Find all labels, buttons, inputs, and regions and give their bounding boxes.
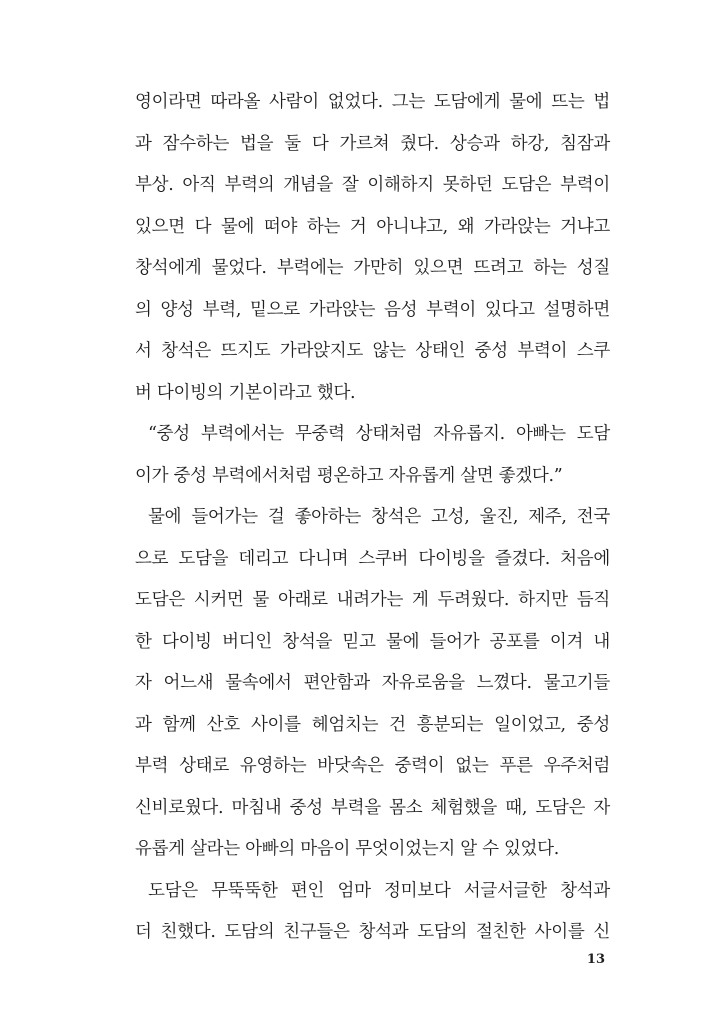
text-line: 과 잠수하는 법을 둘 다 가르쳐 줬다. 상승과 하강, 침잠과 (135, 133, 610, 154)
text-line: 자 어느새 물속에서 편안함과 자유로움을 느꼈다. 물고기들 (135, 673, 610, 693)
body-text (135, 82, 610, 954)
text-line: 이가 중성 부력에서처럼 평온하고 자유롭게 살면 좋겠다.” (135, 465, 563, 486)
text-line: 물에 들어가는 걸 좋아하는 창석은 고성, 울진, 제주, 전국 (148, 507, 610, 527)
text-line: 버 다이빙의 기본이라고 했다. (135, 382, 356, 403)
text-line: 있으면 다 물에 떠야 하는 거 아니냐고, 왜 가라앉는 거냐고 (135, 216, 610, 237)
text-line: 과 함께 산호 사이를 헤엄치는 건 흥분되는 일이었고, 중성 (135, 714, 610, 735)
text-line: 도담은 시커먼 물 아래로 내려가는 게 두려웠다. 하지만 듬직 (135, 590, 610, 610)
text-line: 서 창석은 뜨지도 가라앉지도 않는 상태인 중성 부력이 스쿠 (135, 341, 610, 361)
page-number: 13 (586, 952, 605, 967)
text-line: 의 양성 부력, 밑으로 가라앉는 음성 부력이 있다고 설명하면 (135, 299, 610, 320)
text-line: 유롭게 살라는 아빠의 마음이 무엇이었는지 알 수 있었다. (135, 839, 560, 859)
text-line: 으로 도담을 데리고 다니며 스쿠버 다이빙을 즐겼다. 처음에 (135, 548, 610, 569)
text-line: 창석에게 물었다. 부력에는 가만히 있으면 뜨려고 하는 성질 (135, 258, 610, 278)
text-line: 신비로웠다. 마침내 중성 부력을 몸소 체험했을 때, 도담은 자 (135, 797, 610, 818)
text-line: 부상. 아직 부력의 개념을 잘 이해하지 못하던 도담은 부력이 (135, 175, 610, 195)
text-line: 더 친했다. 도담의 친구들은 창석과 도담의 절친한 사이를 신 (135, 922, 610, 942)
text-line: 한 다이빙 버디인 창석을 믿고 물에 들어가 공포를 이겨 내 (135, 631, 610, 652)
text-line: 도담은 무뚝뚝한 편인 엄마 정미보다 서글서글한 창석과 (148, 880, 610, 901)
text-line: “중성 부력에서는 무중력 상태처럼 자유롭지. 아빠는 도담 (148, 424, 610, 444)
text-line: 부력 상태로 유영하는 바닷속은 중력이 없는 푸른 우주처럼 (135, 756, 610, 776)
text-line: 영이라면 따라올 사람이 없었다. 그는 도담에게 물에 뜨는 법 (135, 92, 610, 112)
